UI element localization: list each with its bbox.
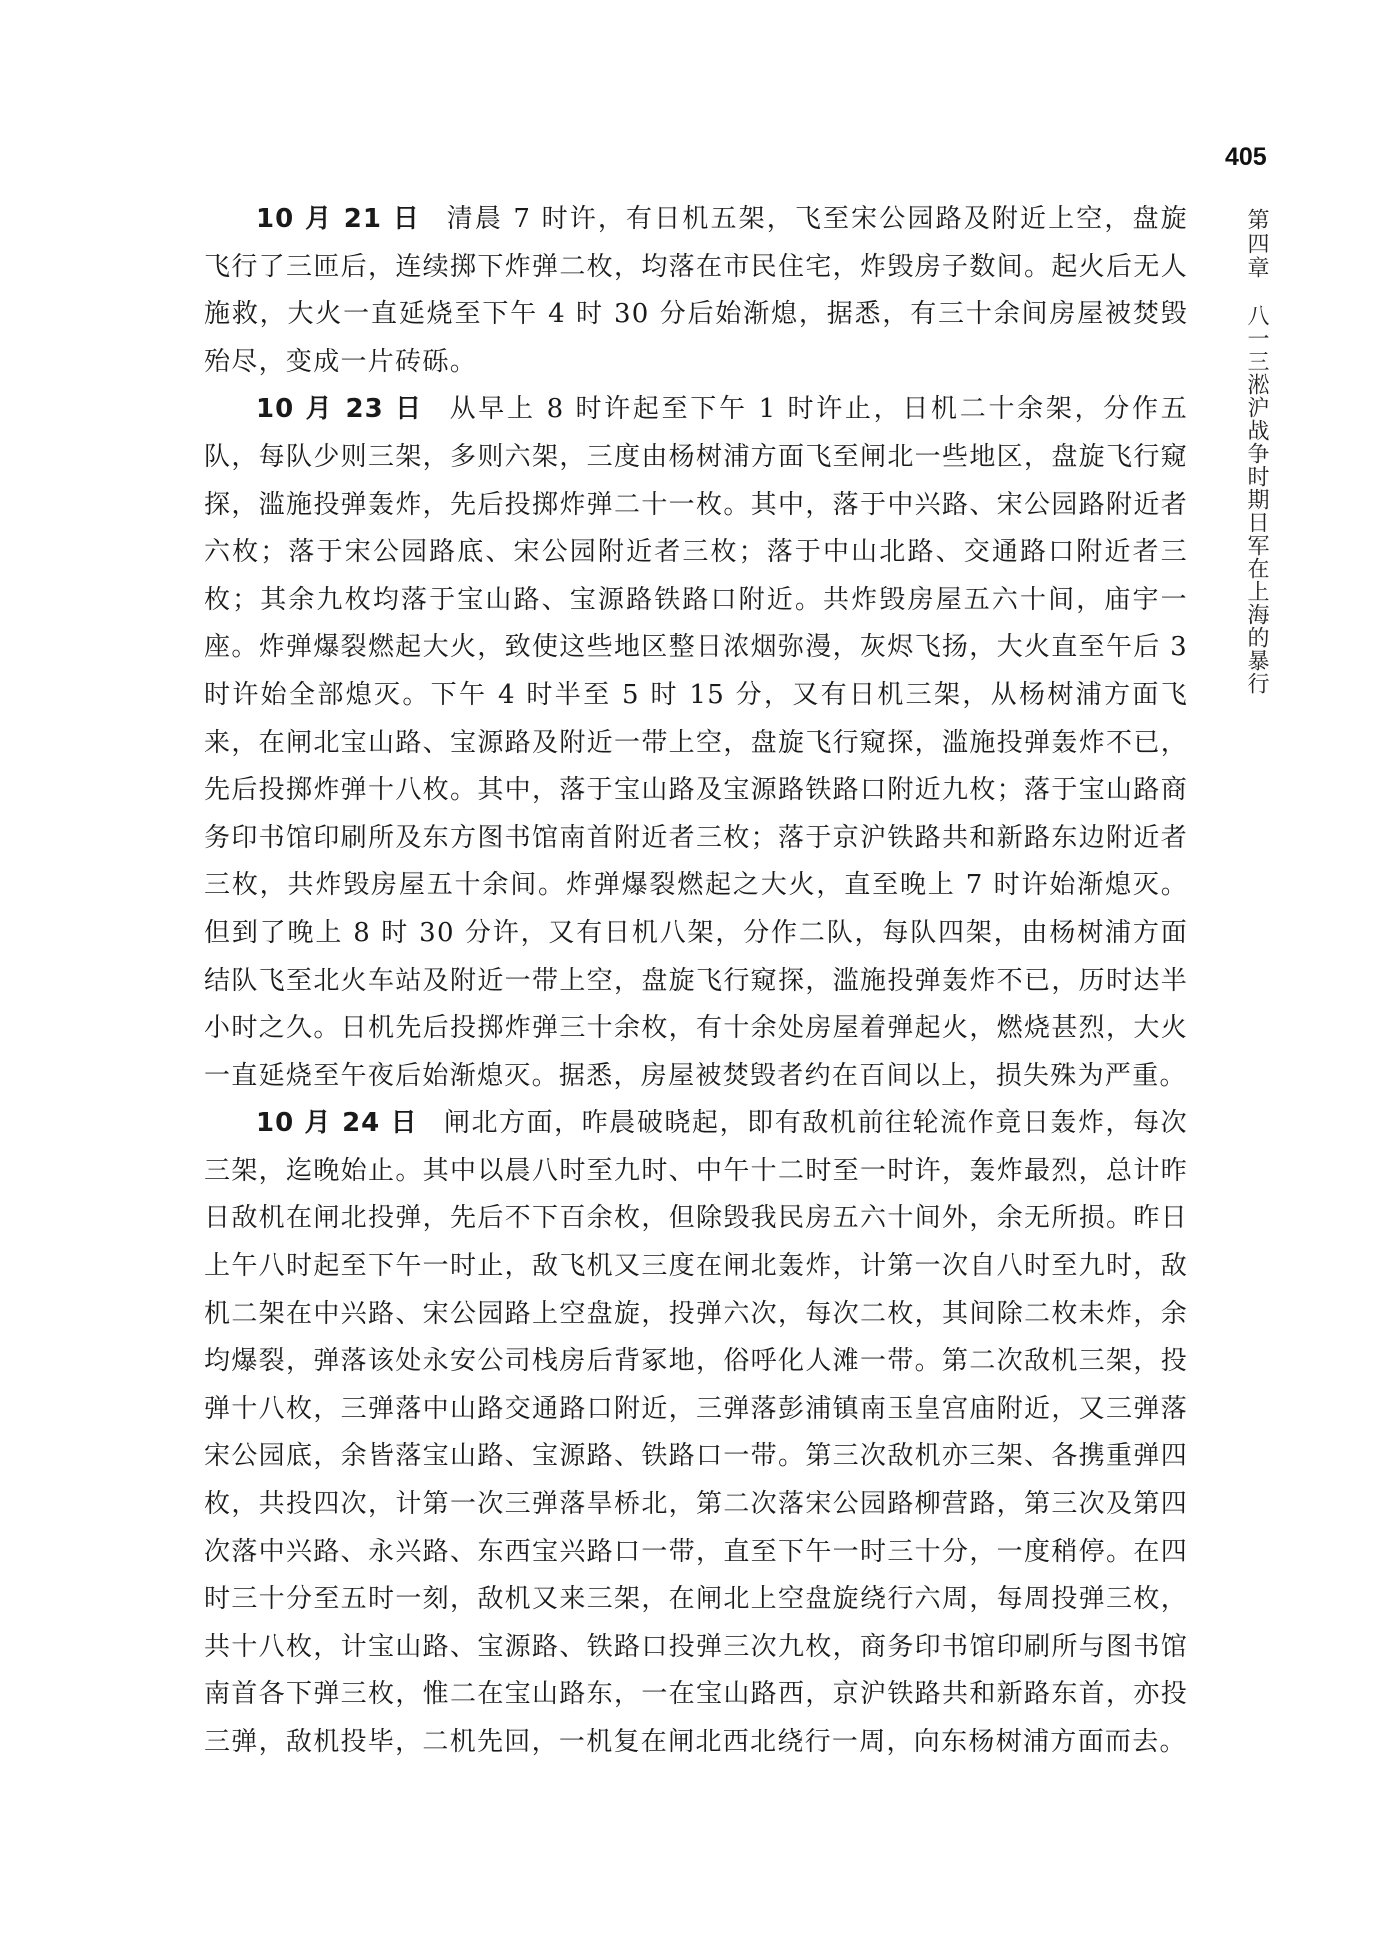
entry-date: 10 月 24 日 (256, 1108, 418, 1139)
paragraph-oct-24 (204, 1100, 1188, 1766)
entry-date: 10 月 23 日 (256, 394, 424, 425)
paragraph-oct-23 (204, 386, 1188, 1100)
paragraph-oct-21 (204, 196, 1188, 386)
running-head (1236, 208, 1276, 695)
entry-text: 闸北方面，昨晨破晓起，即有敌机前往轮流作竟日轰炸，每次三架，迄晚始止。其中以晨八时至九时、中午十二时至一时许，轰炸最烈，总计昨日敌机在闸北投弹，先后不下百余枚，但除毁我民房五六十间外，余无所损。昨日上午八时起至下午一时止，敌飞机又三度在闸北轰炸，计第一次自八时至九时，敌机二架在中兴路、宋公园路上空盘旋，投弹六次，每次二枚，其间除二枚未炸，余均爆裂，弹落该处永安公司栈房后背冢地，俗呼化人滩一带。第二次敌机三架，投弹十八枚，三弹落中山路交通路口附近，三弹落彭浦镇南玉皇宫庙附近，又三弹落宋公园底，余皆落宝山路、宝源路、铁路口一带。第三次敌机亦三架、各携重弹四枚，共投四次，计第一次三弹落旱桥北，第二次落宋公园路柳营路，第三次及第四次落中兴路、永兴路、东西宝兴路口一带，直至下午一时三十分，一度稍停。在四时三十分至五时一刻，敌机又来三架，在闸北上空盘旋绕行六周，每周投弹三枚，共十八枚，计宝山路、宝源路、铁路口投弹三次九枚，商务印书馆印刷所与图书馆南首各下弹三枚，惟二在宝山路东，一在宝山路西，京沪铁路共和新路东首，亦投三弹，敌机投毕，二机先回，一机复在闸北西北绕行一周，向东杨树浦方面而去。 (204, 1108, 1188, 1757)
running-head-title: 八一三淞沪战争时期日军在上海的暴行 (1244, 304, 1269, 695)
entry-text: 从早上 8 时许起至下午 1 时许止，日机二十余架，分作五队，每队少则三架，多则六架，三度由杨树浦方面飞至闸北一些地区，盘旋飞行窥探，滥施投弹轰炸，先后投掷炸弹二十一枚。其中，落于中兴路、宋公园路附近者六枚；落于宋公园路底、宋公园附近者三枚；落于中山北路、交通路口附近者三枚；其余九枚均落于宝山路、宝源路铁路口附近。共炸毁房屋五六十间，庙宇一座。炸弹爆裂燃起大火，致使这些地区整日浓烟弥漫，灰烬飞扬，大火直至午后 3 时许始全部熄灭。下午 4 时半至 5 时 15 分，又有日机三架，从杨树浦方面飞来，在闸北宝山路、宝源路及附近一带上空，盘旋飞行窥探，滥施投弹轰炸不已，先后投掷炸弹十八枚。其中，落于宝山路及宝源路铁路口附近九枚；落于宝山路商务印书馆印刷所及东方图书馆南首附近者三枚；落于京沪铁路共和新路东边附近者三枚，共炸毁房屋五十余间。炸弹爆裂燃起之大火，直至晚上 7 时许始渐熄灭。但到了晚上 8 时 30 分许，又有日机八架，分作二队，每队四架，由杨树浦方面结队飞至北火车站及附近一带上空，盘旋飞行窥探，滥施投弹轰炸不已，历时达半小时之久。日机先后投掷炸弹三十余枚，有十余处房屋着弹起火，燃烧甚烈，大火一直延烧至午夜后始渐熄灭。据悉，房屋被焚毁者约在百间以上，损失殊为严重。 (204, 394, 1188, 1091)
entry-date: 10 月 21 日 (256, 204, 421, 234)
entry-text: 清晨 7 时许，有日机五架，飞至宋公园路及附近上空，盘旋飞行了三匝后，连续掷下炸弹二枚，均落在市民住宅，炸毁房子数间。起火后无人施救，大火一直延烧至下午 4 时 30 分后始渐熄，据悉，有三十余间房屋被焚毁殆尽，变成一片砖砾。 (204, 204, 1188, 377)
page-number: 405 (1225, 143, 1267, 171)
running-head-chapter: 第四章 (1244, 208, 1269, 280)
body-text (204, 196, 1188, 1767)
